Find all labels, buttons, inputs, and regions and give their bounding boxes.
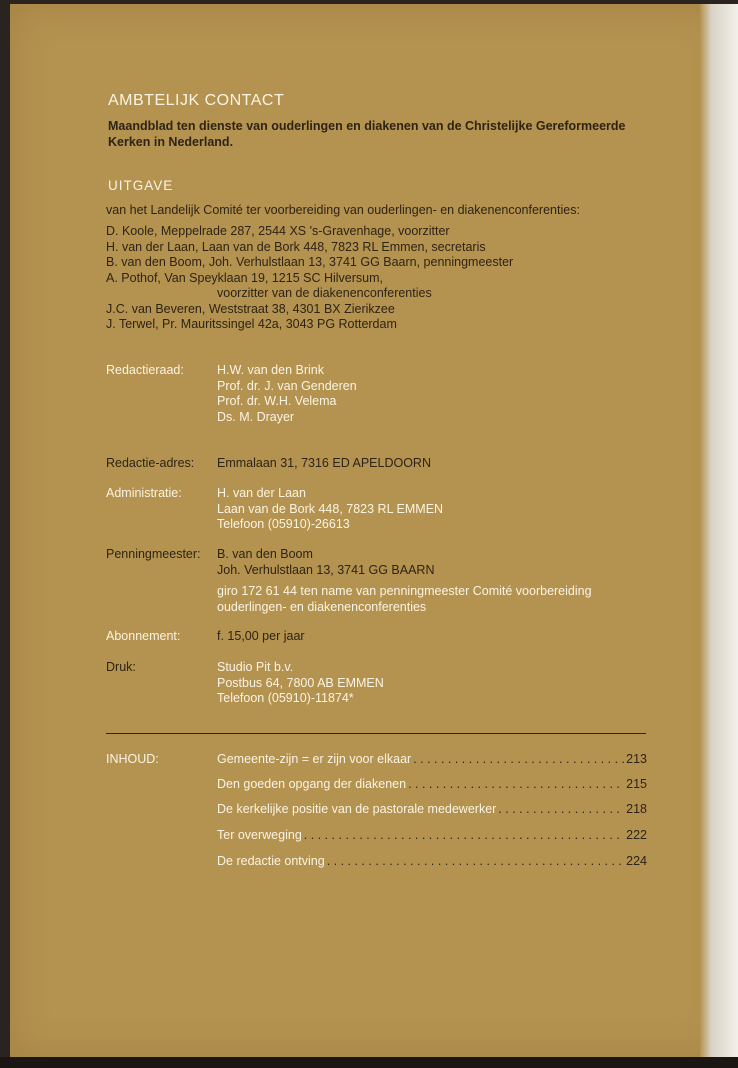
druk-line: Studio Pit b.v. bbox=[217, 660, 294, 674]
toc-title: De kerkelijke positie van de pastorale medewerker bbox=[217, 802, 497, 816]
redactieraad-label: Redactieraad: bbox=[106, 363, 184, 377]
toc-title: Gemeente-zijn = er zijn voor elkaar bbox=[217, 752, 412, 766]
toc-page: 222 bbox=[626, 828, 647, 842]
toc-title: Ter overweging bbox=[217, 828, 302, 842]
toc-leader bbox=[327, 854, 624, 868]
abonnement-label: Abonnement: bbox=[106, 629, 181, 643]
toc-title: De redactie ontving bbox=[217, 854, 325, 868]
toc-entry bbox=[217, 752, 647, 766]
subtitle-line: Kerken in Nederland. bbox=[108, 135, 234, 149]
editor-line: Prof. dr. W.H. Velema bbox=[217, 394, 337, 408]
member-line: J.C. van Beveren, Weststraat 38, 4301 BX Zierikzee bbox=[106, 301, 395, 316]
toc-page: 224 bbox=[626, 854, 647, 868]
administratie-label: Administratie: bbox=[106, 486, 182, 500]
redactieraad-members bbox=[217, 363, 357, 425]
subtitle-line: Maandblad ten dienste van ouderlingen en diakenen van de Christelijke Gereformeerde bbox=[108, 119, 626, 133]
member-line: B. van den Boom, Joh. Verhulstlaan 13, 3741 GG Baarn, penningmeester bbox=[106, 255, 514, 269]
redactie-adres-label: Redactie-adres: bbox=[106, 456, 195, 470]
administratie-value bbox=[217, 486, 443, 533]
member-line: J. Terwel, Pr. Mauritssingel 42a, 3043 PG Rotterdam bbox=[106, 317, 397, 331]
administratie-line: Telefoon (05910)-26613 bbox=[217, 517, 350, 531]
toc-leader bbox=[408, 777, 624, 791]
page-edge bbox=[700, 4, 738, 1057]
toc-leader bbox=[304, 828, 624, 842]
toc-page: 215 bbox=[626, 777, 647, 791]
giro-line: giro 172 61 44 ten name van penningmeester Comité voorbereiding bbox=[217, 584, 592, 598]
penningmeester-line: Joh. Verhulstlaan 13, 3741 GG BAARN bbox=[217, 562, 435, 577]
toc-leader bbox=[498, 802, 624, 816]
administratie-line: Laan van de Bork 448, 7823 RL EMMEN bbox=[217, 501, 444, 516]
member-line: H. van der Laan, Laan van de Bork 448, 7823 RL Emmen, secretaris bbox=[106, 239, 486, 254]
uitgave-heading: UITGAVE bbox=[108, 178, 174, 193]
member-line: D. Koole, Meppelrade 287, 2544 XS 's-Gravenhage, voorzitter bbox=[106, 224, 450, 238]
penningmeester-line: B. van den Boom bbox=[217, 547, 313, 561]
toc-entry bbox=[217, 777, 647, 791]
inhoud-label: INHOUD: bbox=[106, 752, 159, 766]
member-line: A. Pothof, Van Speyklaan 19, 1215 SC Hilversum, bbox=[106, 270, 384, 285]
druk-line: Postbus 64, 7800 AB EMMEN bbox=[217, 675, 384, 690]
editor-line: H.W. van den Brink bbox=[217, 363, 324, 377]
editor-line: Ds. M. Drayer bbox=[217, 409, 295, 424]
divider bbox=[106, 733, 646, 734]
giro-line: ouderlingen- en diakenenconferenties bbox=[217, 599, 427, 614]
penningmeester-label: Penningmeester: bbox=[106, 547, 201, 561]
toc-page: 213 bbox=[626, 752, 647, 766]
druk-value bbox=[217, 660, 384, 707]
druk-label: Druk: bbox=[106, 660, 136, 674]
scan-border bbox=[0, 1057, 738, 1068]
member-line: voorzitter van de diakenenconferenties bbox=[217, 286, 432, 300]
toc-title: Den goeden opgang der diakenen bbox=[217, 777, 407, 791]
administratie-line: H. van der Laan bbox=[217, 486, 306, 500]
abonnement-value: f. 15,00 per jaar bbox=[217, 629, 305, 643]
druk-line: Telefoon (05910)-11874* bbox=[217, 691, 354, 705]
magazine-subtitle bbox=[108, 118, 626, 150]
penningmeester-value bbox=[217, 547, 435, 578]
committee-members bbox=[106, 224, 513, 333]
toc-entry bbox=[217, 828, 647, 842]
redactie-adres-value: Emmalaan 31, 7316 ED APELDOORN bbox=[217, 456, 431, 470]
giro-info bbox=[217, 584, 592, 615]
uitgave-intro: van het Landelijk Comité ter voorbereiding van ouderlingen- en diakenenconferenties: bbox=[106, 203, 580, 217]
toc-page: 218 bbox=[626, 802, 647, 816]
toc-entry bbox=[217, 854, 647, 868]
editor-line: Prof. dr. J. van Genderen bbox=[217, 378, 357, 393]
magazine-title: AMBTELIJK CONTACT bbox=[108, 92, 285, 109]
toc-entry bbox=[217, 802, 647, 816]
toc-leader bbox=[413, 752, 624, 766]
